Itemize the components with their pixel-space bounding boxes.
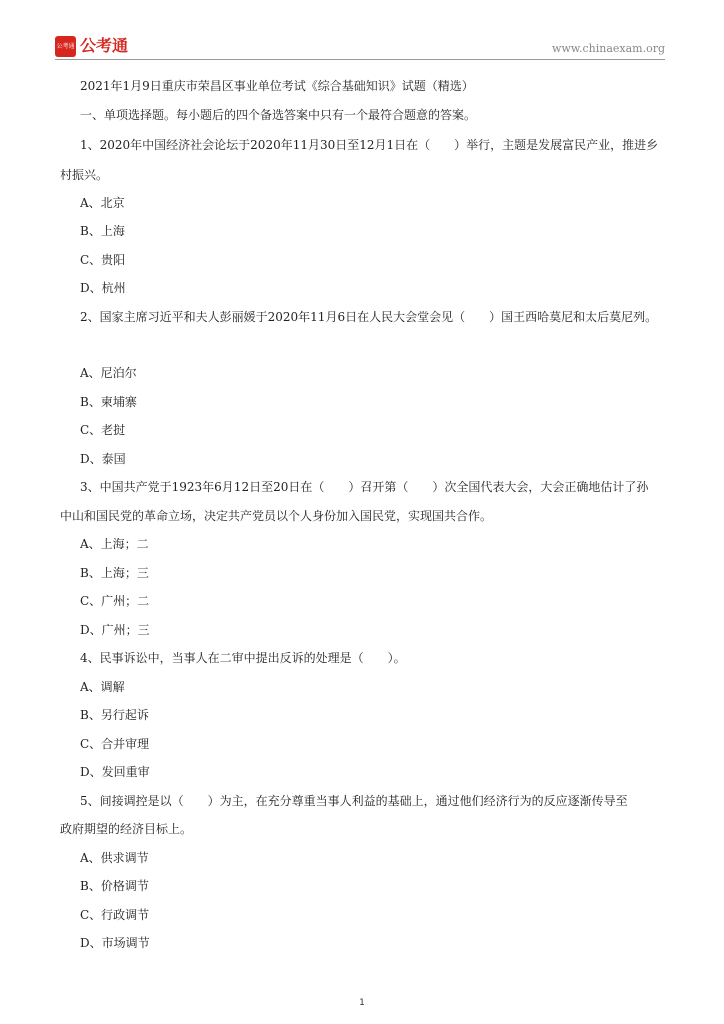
option-3b: B、上海；三 <box>80 566 149 580</box>
option-1d: D、杭州 <box>80 281 126 295</box>
question-3-cont: 中山和国民党的革命立场，决定共产党员以个人身份加入国民党，实现国共合作。 <box>60 509 493 523</box>
option-2a: A、尼泊尔 <box>80 366 137 380</box>
option-4c: C、合并审理 <box>80 737 150 751</box>
option-1a: A、北京 <box>80 196 125 210</box>
option-2d: D、泰国 <box>80 452 126 466</box>
logo-text: 公考通 <box>80 36 129 55</box>
option-2b: B、柬埔寨 <box>80 395 137 409</box>
section-heading: 一、单项选择题。每小题后的四个备选答案中只有一个最符合题意的答案。 <box>80 108 477 122</box>
option-5c: C、行政调节 <box>80 908 150 922</box>
option-1b: B、上海 <box>80 224 125 238</box>
page-header <box>55 34 665 60</box>
question-3: 3、中国共产党于1923年6月12日至20日在（ ）召开第（ ）次全国代表大会，大会正确地估计了孙 <box>80 480 649 494</box>
question-2: 2、国家主席习近平和夫人彭丽媛于2020年11月6日在人民大会堂会见（ ）国王西哈莫尼和太后莫尼列。 <box>80 310 658 324</box>
option-4b: B、另行起诉 <box>80 708 149 722</box>
option-5d: D、市场调节 <box>80 936 150 950</box>
doc-title: 2021年1月9日重庆市荣昌区事业单位考试《综合基础知识》试题（精选） <box>80 79 474 93</box>
question-1: 1、2020年中国经济社会论坛于2020年11月30日至12月1日在（ ）举行，主题是发展富民产业，推进乡 <box>80 138 659 152</box>
question-1-cont: 村振兴。 <box>60 168 109 182</box>
question-5-cont: 政府期望的经济目标上。 <box>60 822 193 836</box>
option-5a: A、供求调节 <box>80 851 149 865</box>
option-3d: D、广州；三 <box>80 623 150 637</box>
option-5b: B、价格调节 <box>80 879 149 893</box>
logo-icon: 公考通 <box>55 36 76 57</box>
option-3c: C、广州；二 <box>80 594 150 608</box>
site-url: www.chinaexam.org <box>552 42 665 55</box>
question-4: 4、民事诉讼中，当事人在二审中提出反诉的处理是（ ）。 <box>80 651 406 665</box>
header-divider <box>55 59 665 60</box>
option-1c: C、贵阳 <box>80 253 126 267</box>
option-2c: C、老挝 <box>80 423 126 437</box>
option-4a: A、调解 <box>80 680 125 694</box>
option-4d: D、发回重审 <box>80 765 150 779</box>
question-5: 5、间接调控是以（ ）为主，在充分尊重当事人利益的基础上，通过他们经济行为的反应逐渐传导至 <box>80 794 628 808</box>
option-3a: A、上海；二 <box>80 537 149 551</box>
page-number: 1 <box>359 998 365 1008</box>
